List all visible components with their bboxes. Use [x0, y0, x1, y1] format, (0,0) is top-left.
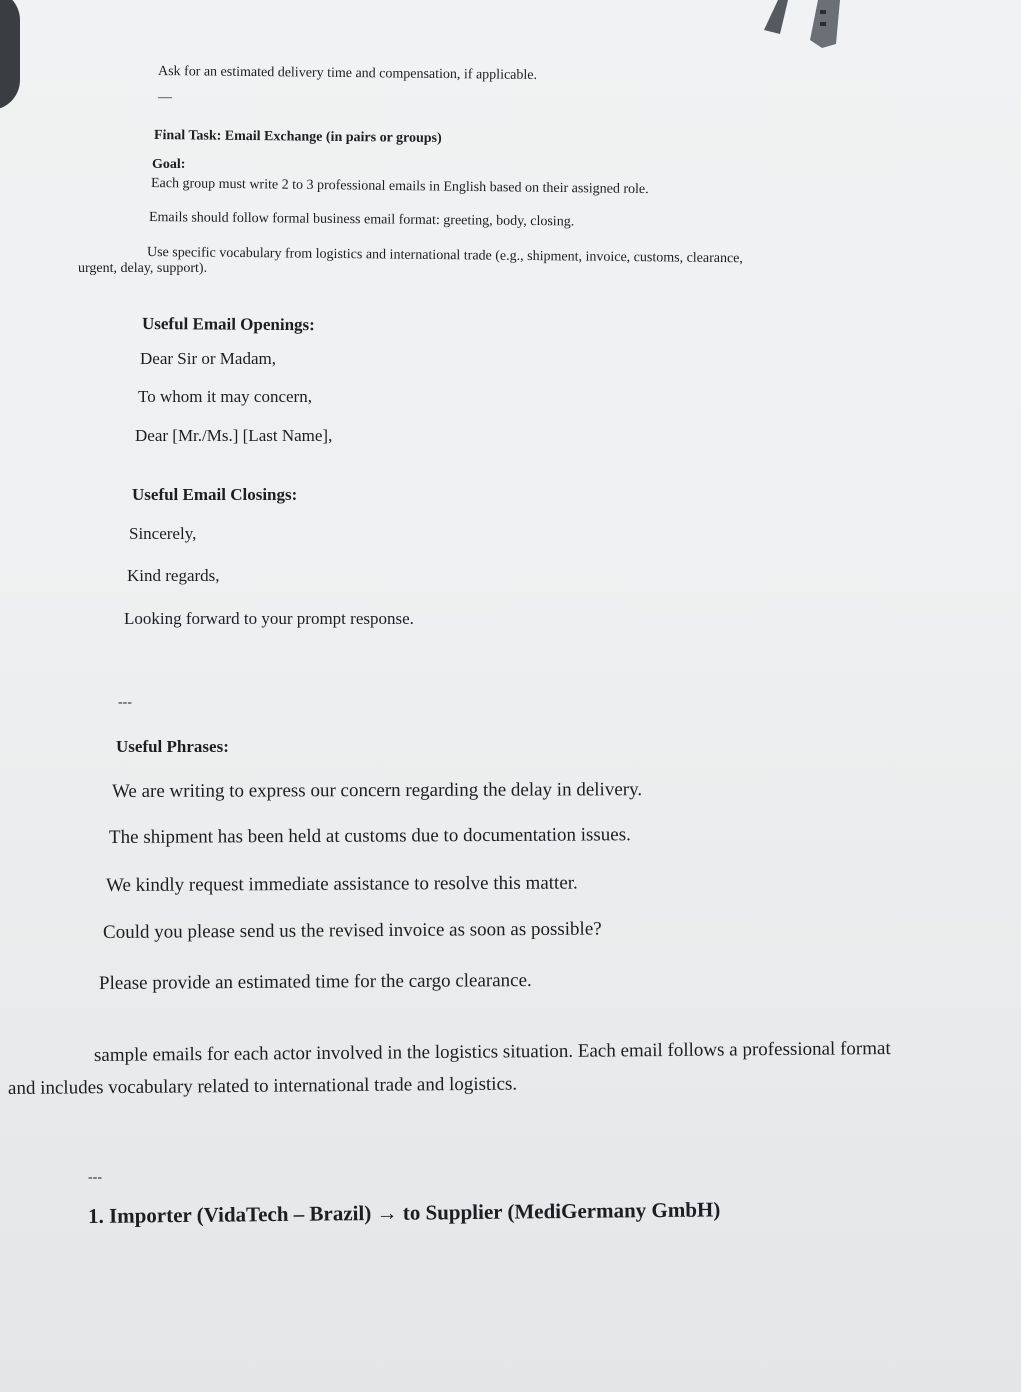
- divider-mid: ---: [118, 695, 132, 710]
- background-object: [0, 0, 20, 110]
- opening-item: Dear Sir or Madam,: [140, 349, 276, 368]
- vocab-line-2: urgent, delay, support).: [78, 261, 208, 276]
- goal-label: Goal:: [152, 157, 186, 172]
- sample-line-1: sample emails for each actor involved in the logistics situation. Each email follows a professional format: [93, 1038, 891, 1066]
- phrase-item: We are writing to express our concern regarding the delay in delivery.: [111, 779, 643, 802]
- vocab-line-1: Use specific vocabulary from logistics and international trade (e.g., shipment, invoice, customs, clearance,: [146, 245, 744, 267]
- opening-item: To whom it may concern,: [138, 387, 312, 406]
- format-text: Emails should follow formal business email format: greeting, body, closing.: [148, 210, 575, 230]
- closing-item: Sincerely,: [129, 524, 197, 543]
- final-task-heading: Final Task: Email Exchange (in pairs or groups): [153, 128, 442, 147]
- phrase-item: We kindly request immediate assistance to resolve this matter.: [105, 872, 578, 896]
- closings-heading: Useful Email Closings:: [132, 485, 298, 504]
- closing-item: Kind regards,: [127, 566, 220, 585]
- intro-line: Ask for an estimated delivery time and compensation, if applicable.: [157, 64, 538, 83]
- phrase-item: Could you please send us the revised invoice as soon as possible?: [102, 918, 602, 943]
- pen-object: [760, 0, 880, 48]
- divider-top: —: [158, 90, 172, 105]
- openings-heading: Useful Email Openings:: [141, 314, 315, 335]
- section-one-title: 1. Importer (VidaTech – Brazil) → to Supplier (MediGermany GmbH): [87, 1197, 721, 1228]
- phrases-heading: Useful Phrases:: [116, 737, 229, 756]
- opening-item: Dear [Mr./Ms.] [Last Name],: [135, 426, 333, 445]
- divider-bottom: ---: [88, 1170, 102, 1185]
- sample-line-2: and includes vocabulary related to international trade and logistics.: [7, 1073, 518, 1099]
- goal-text: Each group must write 2 to 3 professional emails in English based on their assigned role.: [150, 176, 649, 198]
- phrase-item: The shipment has been held at customs due to documentation issues.: [108, 824, 631, 848]
- closing-item: Looking forward to your prompt response.: [124, 609, 414, 628]
- phrase-item: Please provide an estimated time for the cargo clearance.: [98, 969, 532, 994]
